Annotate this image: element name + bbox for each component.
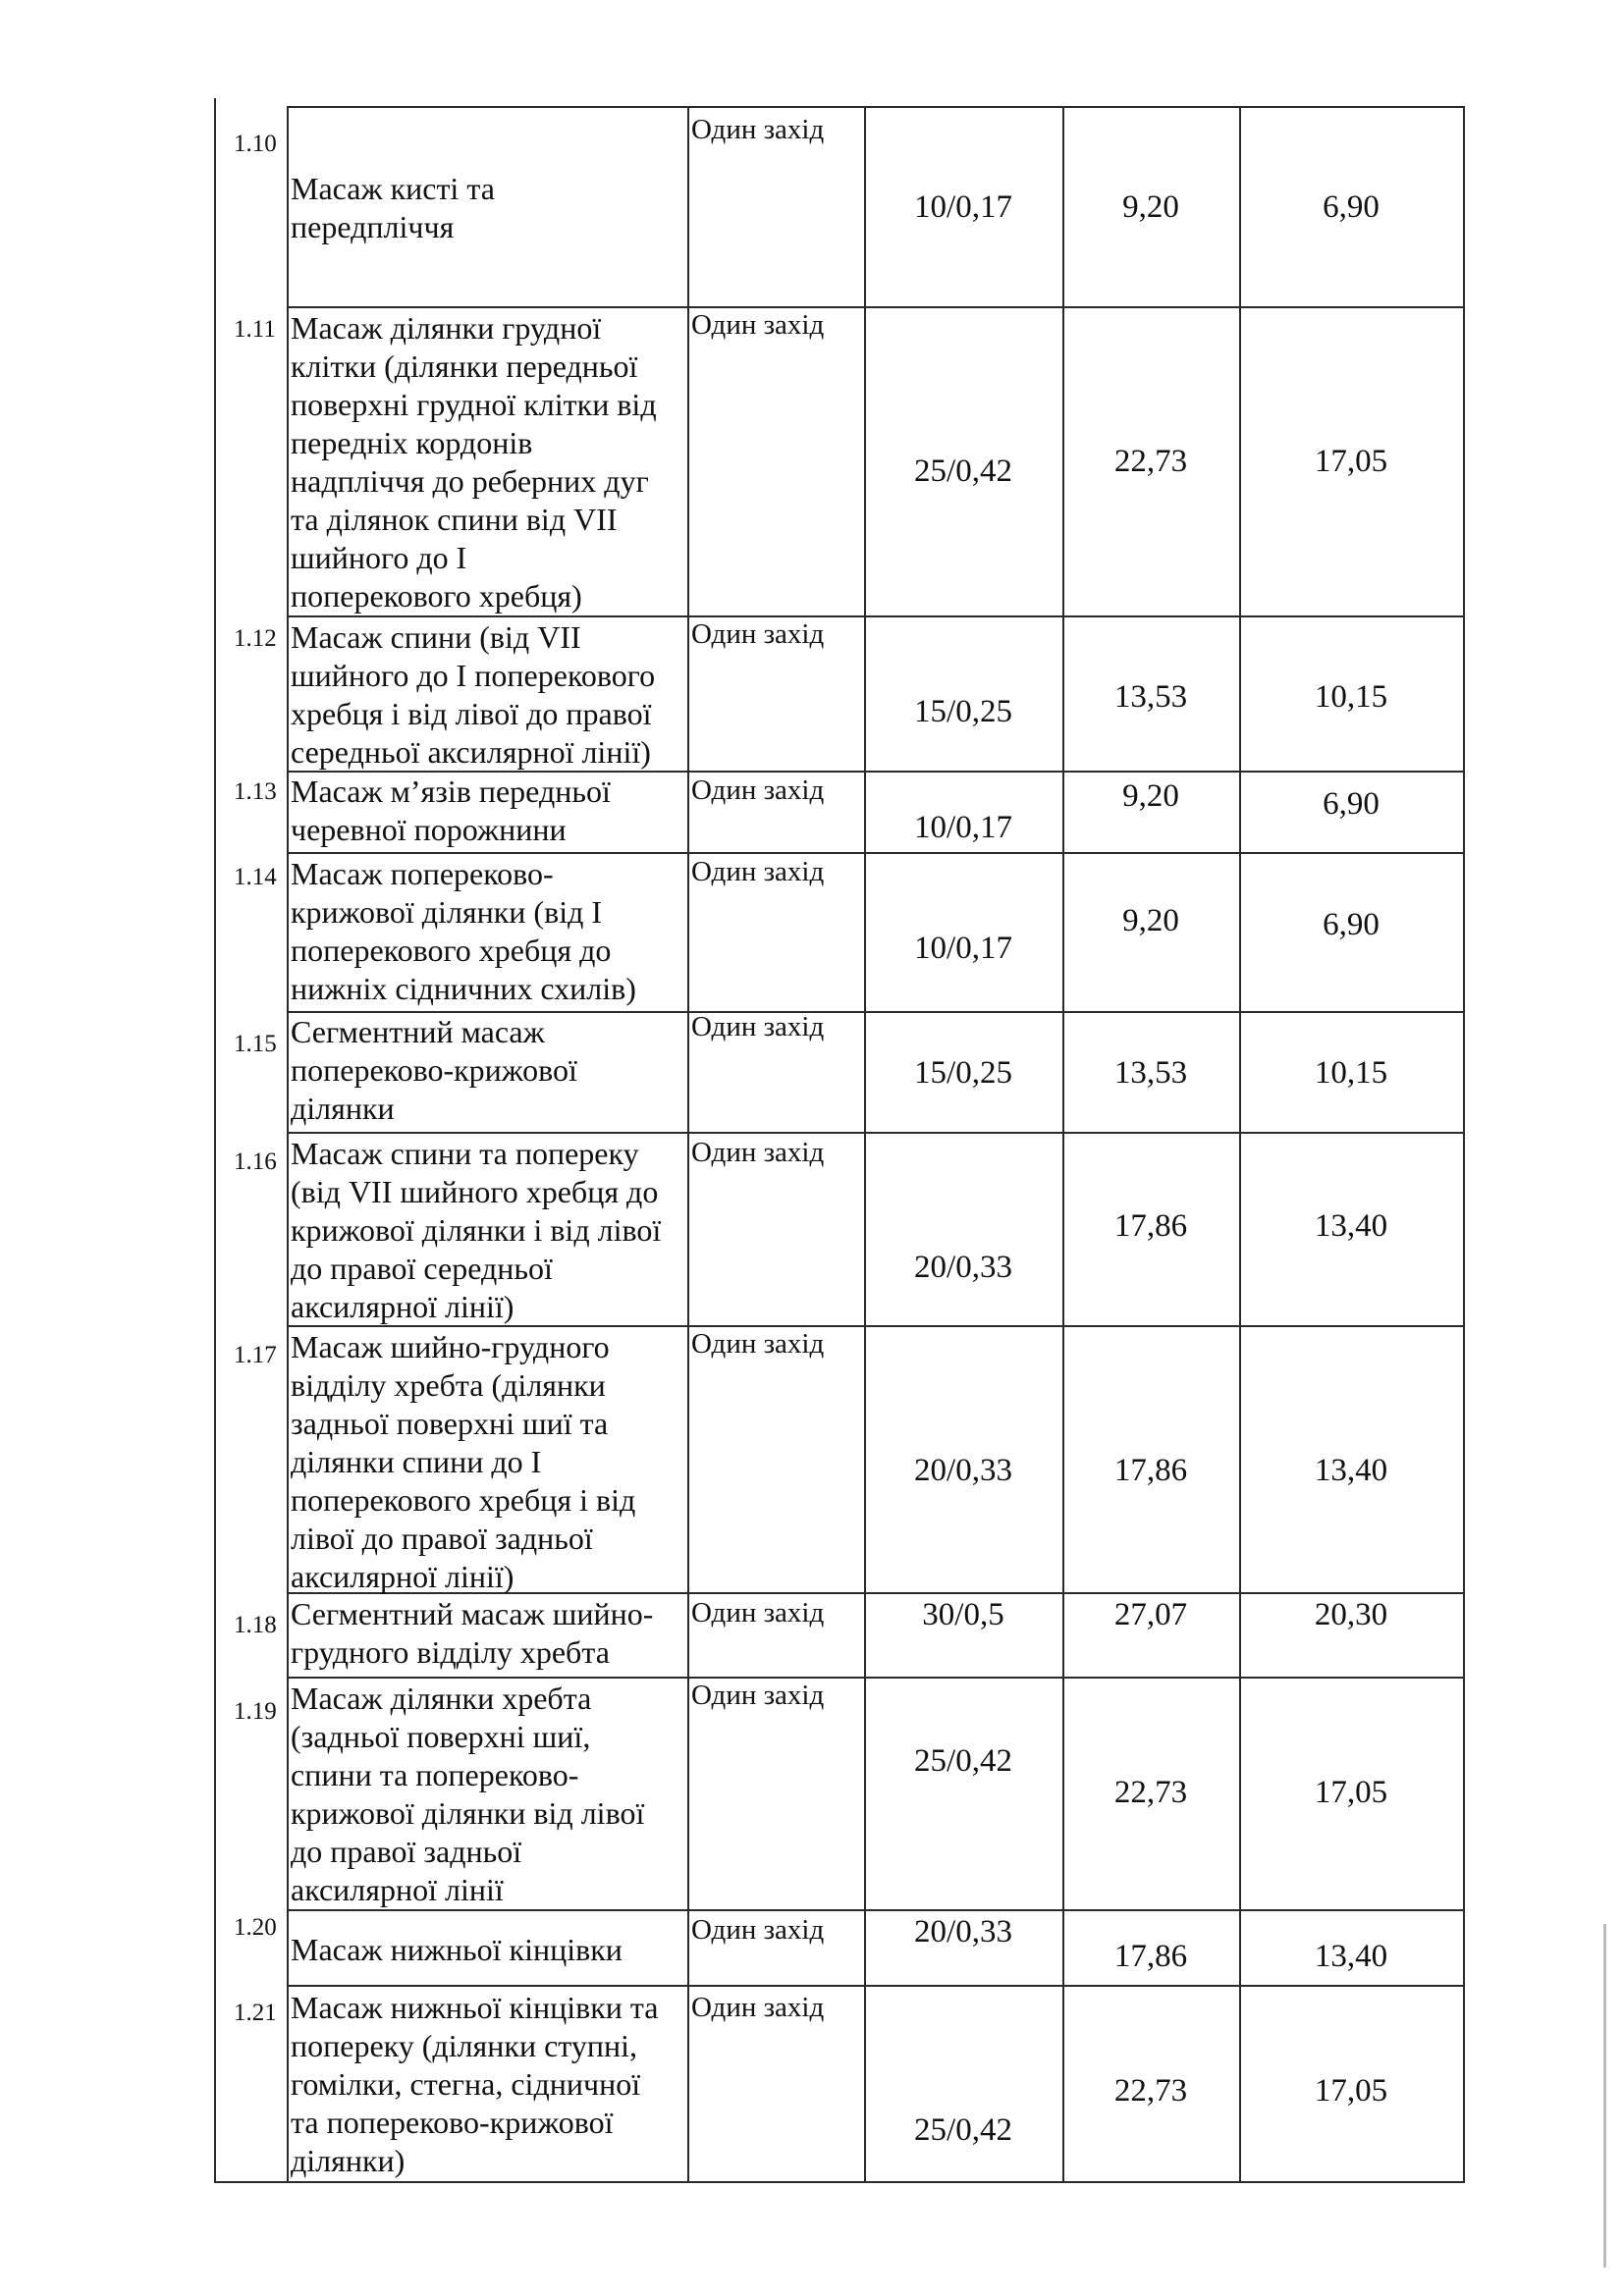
price-column-1: 22,73 bbox=[1113, 2073, 1188, 2109]
time-norm: 30/0,5 bbox=[922, 1597, 1004, 1632]
row-number: 1.11 bbox=[234, 316, 276, 343]
service-description: Масаж кисті та передпліччя bbox=[291, 171, 495, 244]
service-description: Сегментний масаж шийно- грудного відділу хребта bbox=[291, 1596, 654, 1670]
time-norm: 20/0,33 bbox=[914, 1914, 1012, 1949]
unit-of-measure: Один захід bbox=[691, 1680, 825, 1711]
row-divider bbox=[287, 1132, 1465, 1134]
time-norm: 25/0,42 bbox=[914, 454, 1012, 489]
row-number: 1.18 bbox=[234, 1612, 277, 1638]
unit-of-measure: Один захід bbox=[691, 774, 825, 806]
row-number: 1.13 bbox=[234, 778, 277, 805]
price-column-2: 6,90 bbox=[1323, 189, 1380, 225]
price-column-2: 10,15 bbox=[1314, 679, 1388, 715]
row-number: 1.17 bbox=[234, 1342, 277, 1368]
time-norm: 15/0,25 bbox=[914, 694, 1012, 729]
price-column-2: 17,05 bbox=[1314, 2073, 1388, 2109]
row-number: 1.12 bbox=[234, 625, 277, 652]
service-description: Масаж спини та попереку (від VII шийного хребця до крижової ділянки і від лівої до правої середньої аксилярної лінії) bbox=[291, 1136, 662, 1324]
time-norm: 15/0,25 bbox=[914, 1055, 1012, 1091]
service-description: Масаж ділянки грудної клітки (ділянки передньої поверхні грудної клітки від передніх кордонів надпліччя до реберних дуг та ділянок спини від VII шийного до І поперекового хребця) bbox=[291, 310, 657, 614]
price-column-1: 17,86 bbox=[1113, 1453, 1188, 1488]
service-description: Масаж м’язів передньої черевної порожнини bbox=[291, 774, 611, 847]
unit-of-measure: Один захід bbox=[691, 618, 825, 650]
row-number: 1.14 bbox=[234, 864, 277, 890]
price-column-2: 17,05 bbox=[1314, 1775, 1388, 1810]
service-description: Масаж попереково- крижової ділянки (від І поперекового хребця до нижніх сідничних схилів) bbox=[291, 856, 636, 1006]
scan-edge-mark bbox=[1603, 1924, 1606, 2268]
price-column-2: 13,40 bbox=[1314, 1939, 1388, 1974]
service-description: Масаж ділянки хребта (задньої поверхні шиї, спини та попереково- крижової ділянки від лівої до правої задньої аксилярної лінії bbox=[291, 1681, 645, 1907]
unit-of-measure: Один захід bbox=[691, 1011, 825, 1042]
row-number: 1.15 bbox=[234, 1031, 277, 1057]
row-divider bbox=[287, 852, 1465, 854]
time-norm: 20/0,33 bbox=[914, 1453, 1012, 1488]
price-column-1: 9,20 bbox=[1122, 778, 1179, 814]
service-description: Масаж нижньої кінцівки та попереку (ділянки ступні, гомілки, стегна, сідничної та попереково-крижової ділянки) bbox=[291, 1990, 659, 2178]
unit-of-measure: Один захід bbox=[691, 1597, 825, 1629]
price-column-2: 10,15 bbox=[1314, 1055, 1388, 1091]
price-column-2: 20,30 bbox=[1314, 1597, 1388, 1632]
column-divider bbox=[1239, 106, 1241, 2181]
price-column-2: 17,05 bbox=[1314, 444, 1388, 479]
table-border-bottom bbox=[214, 2181, 1465, 2183]
price-column-2: 6,90 bbox=[1323, 907, 1380, 942]
time-norm: 25/0,42 bbox=[914, 2112, 1012, 2148]
row-number: 1.20 bbox=[234, 1914, 277, 1941]
column-divider bbox=[1062, 106, 1064, 2181]
row-number: 1.16 bbox=[234, 1148, 277, 1175]
time-norm: 20/0,33 bbox=[914, 1250, 1012, 1285]
row-divider bbox=[287, 1909, 1465, 1911]
price-column-1: 22,73 bbox=[1113, 1775, 1188, 1810]
price-column-1: 22,73 bbox=[1113, 444, 1188, 479]
price-column-1: 27,07 bbox=[1113, 1597, 1188, 1632]
unit-of-measure: Один захід bbox=[691, 1992, 825, 2023]
price-column-2: 13,40 bbox=[1314, 1453, 1388, 1488]
table-border-left bbox=[214, 98, 216, 110]
price-column-1: 9,20 bbox=[1122, 903, 1179, 938]
price-column-1: 13,53 bbox=[1113, 1055, 1188, 1091]
time-norm: 10/0,17 bbox=[914, 810, 1012, 845]
row-divider bbox=[287, 1985, 1465, 1987]
row-number: 1.10 bbox=[234, 131, 277, 157]
price-column-1: 17,86 bbox=[1113, 1208, 1188, 1244]
unit-of-measure: Один захід bbox=[691, 856, 825, 887]
unit-of-measure: Один захід bbox=[691, 1328, 825, 1360]
table-border-right bbox=[1463, 106, 1465, 2181]
price-column-1: 17,86 bbox=[1113, 1939, 1188, 1974]
service-description: Масаж нижньої кінцівки bbox=[291, 1932, 623, 1967]
price-column-1: 9,20 bbox=[1122, 189, 1179, 225]
table-border-left bbox=[214, 106, 216, 2181]
unit-of-measure: Один захід bbox=[691, 1137, 825, 1168]
table-border-top bbox=[287, 106, 1465, 108]
row-number: 1.19 bbox=[234, 1698, 277, 1725]
row-divider bbox=[287, 306, 1465, 308]
price-column-2: 13,40 bbox=[1314, 1208, 1388, 1244]
time-norm: 10/0,17 bbox=[914, 931, 1012, 966]
service-description: Масаж спини (від VII шийного до І поперекового хребця і від лівої до правої середньої аксилярної лінії) bbox=[291, 619, 656, 770]
time-norm: 25/0,42 bbox=[914, 1743, 1012, 1779]
time-norm: 10/0,17 bbox=[914, 189, 1012, 225]
unit-of-measure: Один захід bbox=[691, 114, 825, 145]
row-divider bbox=[287, 615, 1465, 617]
column-divider bbox=[287, 106, 289, 2181]
service-description: Масаж шийно-грудного відділу хребта (ділянки задньої поверхні шиї та ділянки спини до І поперекового хребця і від лівої до правої задньої аксилярної лінії) bbox=[291, 1329, 636, 1594]
price-column-1: 13,53 bbox=[1113, 679, 1188, 715]
column-divider bbox=[687, 106, 689, 2181]
column-divider bbox=[864, 106, 866, 2181]
row-number: 1.21 bbox=[234, 2000, 277, 2026]
price-column-2: 6,90 bbox=[1323, 786, 1380, 822]
service-description: Сегментний масаж попереково-крижової ділянки bbox=[291, 1014, 577, 1126]
unit-of-measure: Один захід bbox=[691, 1914, 825, 1946]
row-divider bbox=[287, 1677, 1465, 1679]
unit-of-measure: Один захід bbox=[691, 309, 825, 341]
